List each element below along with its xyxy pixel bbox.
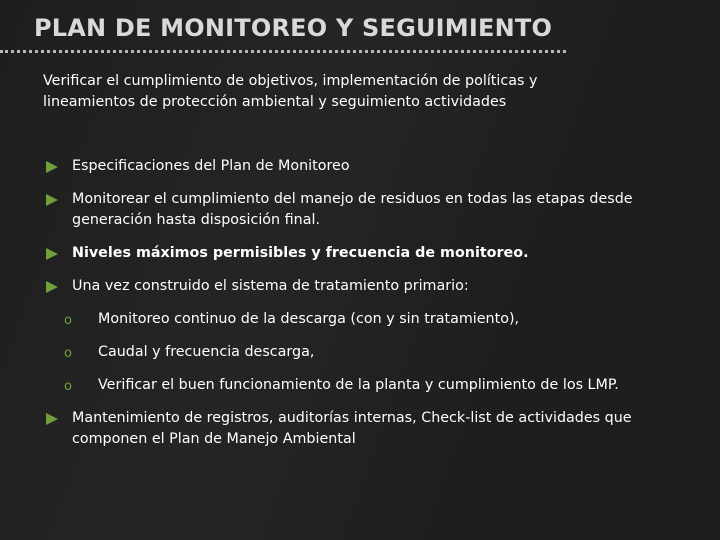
bullet-text: Especificaciones del Plan de Monitoreo: [72, 158, 350, 174]
bullet-list: [46, 156, 646, 462]
list-item: [46, 408, 646, 450]
sub-bullet-list: [62, 309, 646, 396]
sub-list-item: [62, 375, 658, 396]
title-divider: [0, 50, 566, 53]
bullet-text: Mantenimiento de registros, auditorías internas, Check-list de actividades que componen el Plan de Manejo Ambiental: [72, 410, 632, 447]
sub-bullet-text: Caudal y frecuencia descarga,: [98, 344, 315, 360]
slide-title: PLAN DE MONITOREO Y SEGUIMIENTO: [34, 14, 553, 42]
sub-list-item: [62, 342, 658, 363]
triangle-arrow-icon: [46, 194, 58, 206]
triangle-arrow-icon: [46, 248, 58, 260]
sub-bullet-text: Monitoreo continuo de la descarga (con y sin tratamiento),: [98, 311, 520, 327]
triangle-arrow-icon: [46, 281, 58, 293]
triangle-arrow-icon: [46, 161, 58, 173]
hollow-circle-icon: o: [64, 346, 72, 361]
bullet-text: Niveles máximos permisibles y frecuencia de monitoreo.: [72, 245, 529, 261]
bullet-text: Monitorear el cumplimiento del manejo de residuos en todas las etapas desde generación hasta disposición final.: [72, 191, 633, 228]
bullet-text: Una vez construido el sistema de tratamiento primario:: [72, 278, 469, 294]
sub-list-item: [62, 309, 658, 330]
triangle-arrow-icon: [46, 413, 58, 425]
list-item: [46, 156, 646, 177]
list-item: [46, 189, 646, 231]
intro-paragraph: Verificar el cumplimiento de objetivos, implementación de políticas y lineamientos de protección ambiental y seguimiento actividades: [43, 73, 538, 110]
hollow-circle-icon: o: [64, 379, 72, 394]
list-item: [46, 243, 646, 264]
list-item: [46, 276, 646, 396]
hollow-circle-icon: o: [64, 313, 72, 328]
sub-bullet-text: Verificar el buen funcionamiento de la planta y cumplimiento de los LMP.: [98, 377, 619, 393]
